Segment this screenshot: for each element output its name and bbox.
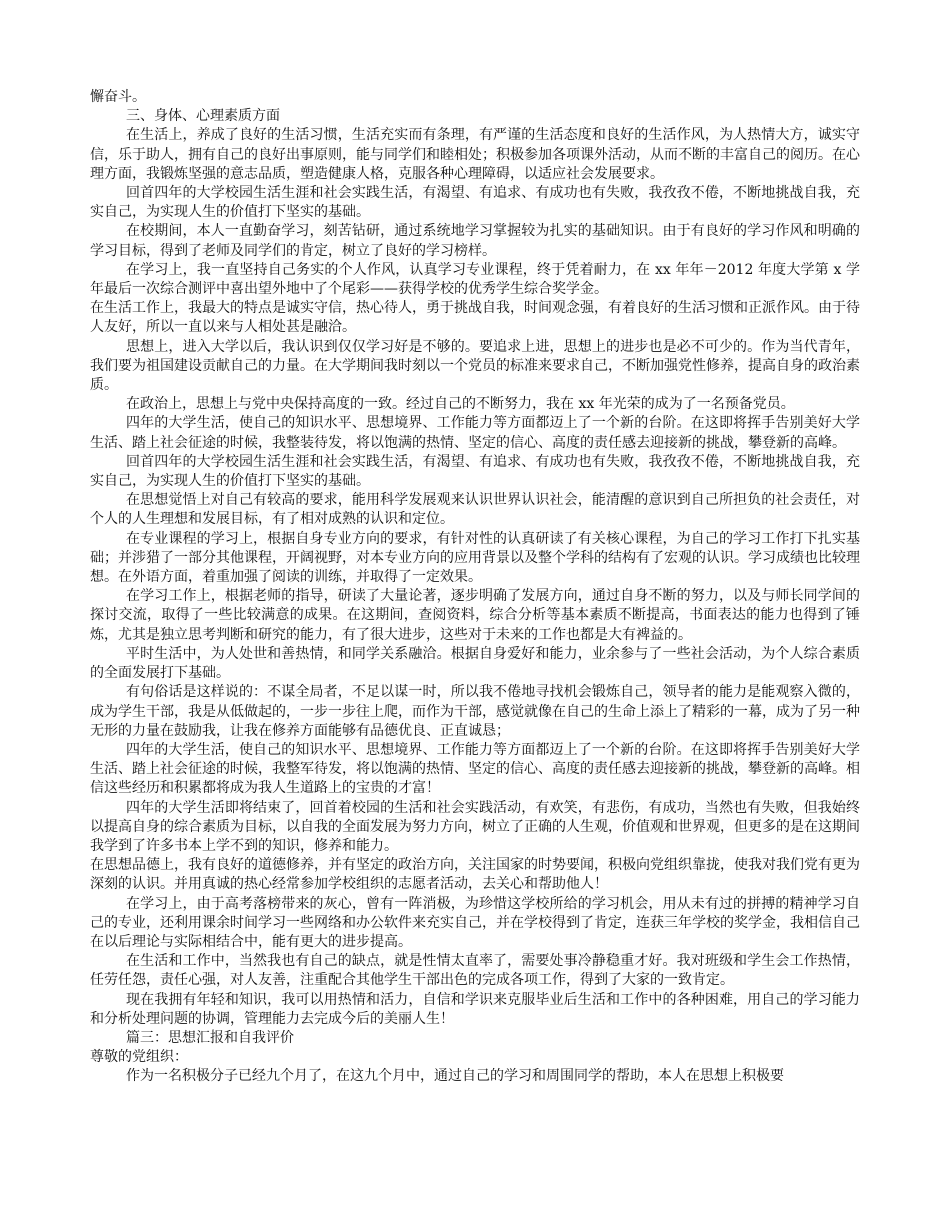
paragraph: 在校期间，本人一直勤奋学习，刻苦钻研，通过系统地学习掌握较为扎实的基础知识。由于有良好的学习作风和明确的学习目标，得到了老师及同学们的肯定，树立了良好的学习榜样。 (90, 223, 860, 259)
paragraph: 在学习上，由于高考落榜带来的灰心，曾有一阵消极，为珍惜这学校所给的学习机会，用从未有过的拼搏的精神学习自己的专业，还利用课余时间学习一些网络和办公软件来充实自己，并在学校得到了肯定，连获三年学校的奖学金，我相信自己在以后理论与实际相结合中，能有更大的进步提高。 (90, 895, 860, 950)
paragraph: 思想上，进入大学以后，我认识到仅仅学习好是不够的。要追求上进，思想上的进步也是必不可少的。作为当代青年，我们要为祖国建设贡献自己的力量。在大学期间我时刻以一个党员的标准来要求自己，不断加强党性修养，提高自身的政治素质。 (90, 338, 860, 394)
paragraph: 四年的大学生活即将结束了，回首着校园的生活和社会实践活动，有欢笑，有悲伤，有成功，当然也有失败，但我始终以提高自身的综合素质为目标，以自我的全面发展为努力方向，树立了正确的人生观，价值观和世界观，但更多的是在这期间我学到了许多书本上学不到的知识，修养和能力。 (90, 799, 860, 854)
paragraph: 现在我拥有年轻和知识，我可以用热情和活力，自信和学识来克服毕业后生活和工作中的各种困难，用自己的学习能力和分析处理问题的协调，管理能力去完成今后的美丽人生！ (90, 991, 860, 1027)
paragraph: 在学习工作上，根据老师的指导，研读了大量论著，逐步明确了发展方向，通过自身不断的努力，以及与师长同学间的探讨交流，取得了一些比较满意的成果。在这期间，查阅资料，综合分析等基本素质不断提高，书面表达的能力也得到了锤炼，尤其是独立思考判断和研究的能力，有了很大进步，这些对于未来的工作也都是大有裨益的。 (90, 588, 860, 643)
paragraph: 在思想觉悟上对自己有较高的要求，能用科学发展观来认识世界认识社会，能清醒的意识到自己所担负的社会责任，对个人的人生理想和发展目标，有了相对成熟的认识和定位。 (90, 492, 860, 528)
paragraph: 在思想品德上，我有良好的道德修养，并有坚定的政治方向，关注国家的时势要闻，积极向党组织靠拢，使我对我们党有更为深刻的认识。并用真诚的热心经常参加学校组织的志愿者活动，去关心和帮助他人！ (90, 857, 860, 893)
paragraph: 在政治上，思想上与党中央保持高度的一致。经过自己的不断努力，我在 xx 年光荣的成为了一名预备党员。 (126, 396, 795, 413)
section-heading: 三、身体、心理素质方面 (126, 108, 280, 125)
paragraph: 在专业课程的学习上，根据自身专业方向的要求，有针对性的认真研读了有关核心课程，为自己的学习工作打下扎实基础；并涉猎了一部分其他课程，开阔视野，对本专业方向的应用背景以及整个学科的结构有了宏观的认识。学习成绩也比较理想。在外语方面，着重加强了阅读的训练，并取得了一定效果。 (90, 530, 860, 586)
salutation: 尊敬的党组织： (90, 1049, 188, 1066)
paragraph: 在生活工作上，我最大的特点是诚实守信，热心待人，勇于挑战自我，时间观念强，有着良好的生活习惯和正派作风。由于待人友好，所以一直以来与人相处甚是融洽。 (90, 300, 860, 336)
paragraph: 在生活和工作中，当然我也有自己的缺点，就是性情太直率了，需要处事冷静稳重才好。我对班级和学生会工作热情，任劳任怨，责任心强，对人友善，注重配合其他学生干部出色的完成各项工作，得到了大家的一致肯定。 (90, 953, 860, 989)
paragraph: 作为一名积极分子已经九个月了，在这九个月中，通过自己的学习和周围同学的帮助，本人在思想上积极要 (126, 1068, 784, 1085)
paragraph: 四年的大学生活，使自己的知识水平、思想境界、工作能力等方面都迈上了一个新的台阶。在这即将挥手告别美好大学生活、踏上社会征途的时候，我整军待发，将以饱满的热情、坚定的信心、高度的责任感去迎接新的挑战，攀登新的高峰。相信这些经历和积累都将成为我人生道路上的宝贵的才富！ (90, 741, 860, 797)
paragraph: 回首四年的大学校园生活生涯和社会实践生活，有渴望、有追求、有成功也有失败，我孜孜不倦，不断地挑战自我，充实自己，为实现人生的价值打下坚实的基础。 (90, 453, 860, 490)
section-heading: 篇三：思想汇报和自我评价 (126, 1029, 294, 1046)
paragraph: 在学习上，我一直坚持自己务实的个人作风，认真学习专业课程，终于凭着耐力，在 xx 年年－2012 年度大学第 x 学年最后一次综合测评中喜出望外地中了个尾彩——获得学校的优秀学生综合奖学金。 (90, 261, 860, 298)
paragraph: 平时生活中，为人处世和善热情，和同学关系融洽。根据自身爱好和能力，业余参与了一些社会活动，为个人综合素质的全面发展打下基础。 (90, 645, 860, 682)
paragraph: 回首四年的大学校园生活生涯和社会实践生活，有渴望、有追求、有成功也有失败，我孜孜不倦，不断地挑战自我，充实自己，为实现人生的价值打下坚实的基础。 (90, 185, 860, 221)
paragraph: 四年的大学生活，使自己的知识水平、思想境界、工作能力等方面都迈上了一个新的台阶。在这即将挥手告别美好大学生活、踏上社会征途的时候，我整装待发，将以饱满的热情、坚定的信心、高度的责任感去迎接新的挑战，攀登新的高峰。 (90, 415, 860, 451)
paragraph: 懈奋斗。 (90, 89, 146, 105)
document-page (90, 88, 860, 1087)
paragraph: 有句俗话是这样说的：不谋全局者，不足以谋一时，所以我不倦地寻找机会锻炼自己，领导者的能力是能观察入微的，成为学生干部，我是从低做起的，一步一步往上爬，而作为干部，感觉就像在自己的生命上添上了精彩的一幕，成为了另一种无形的力量在鼓励我，让我在修养方面能够有品德优良、正直诚恳； (90, 684, 860, 739)
paragraph: 在生活上，养成了良好的生活习惯，生活充实而有条理，有严谨的生活态度和良好的生活作风，为人热情大方，诚实守信，乐于助人，拥有自己的良好出事原则，能与同学们和睦相处；积极参加各项课外活动，从而不断的丰富自己的阅历。在心理方面，我锻炼坚强的意志品质，塑造健康人格，克服各种心理障碍，以适应社会发展要求。 (90, 127, 860, 182)
